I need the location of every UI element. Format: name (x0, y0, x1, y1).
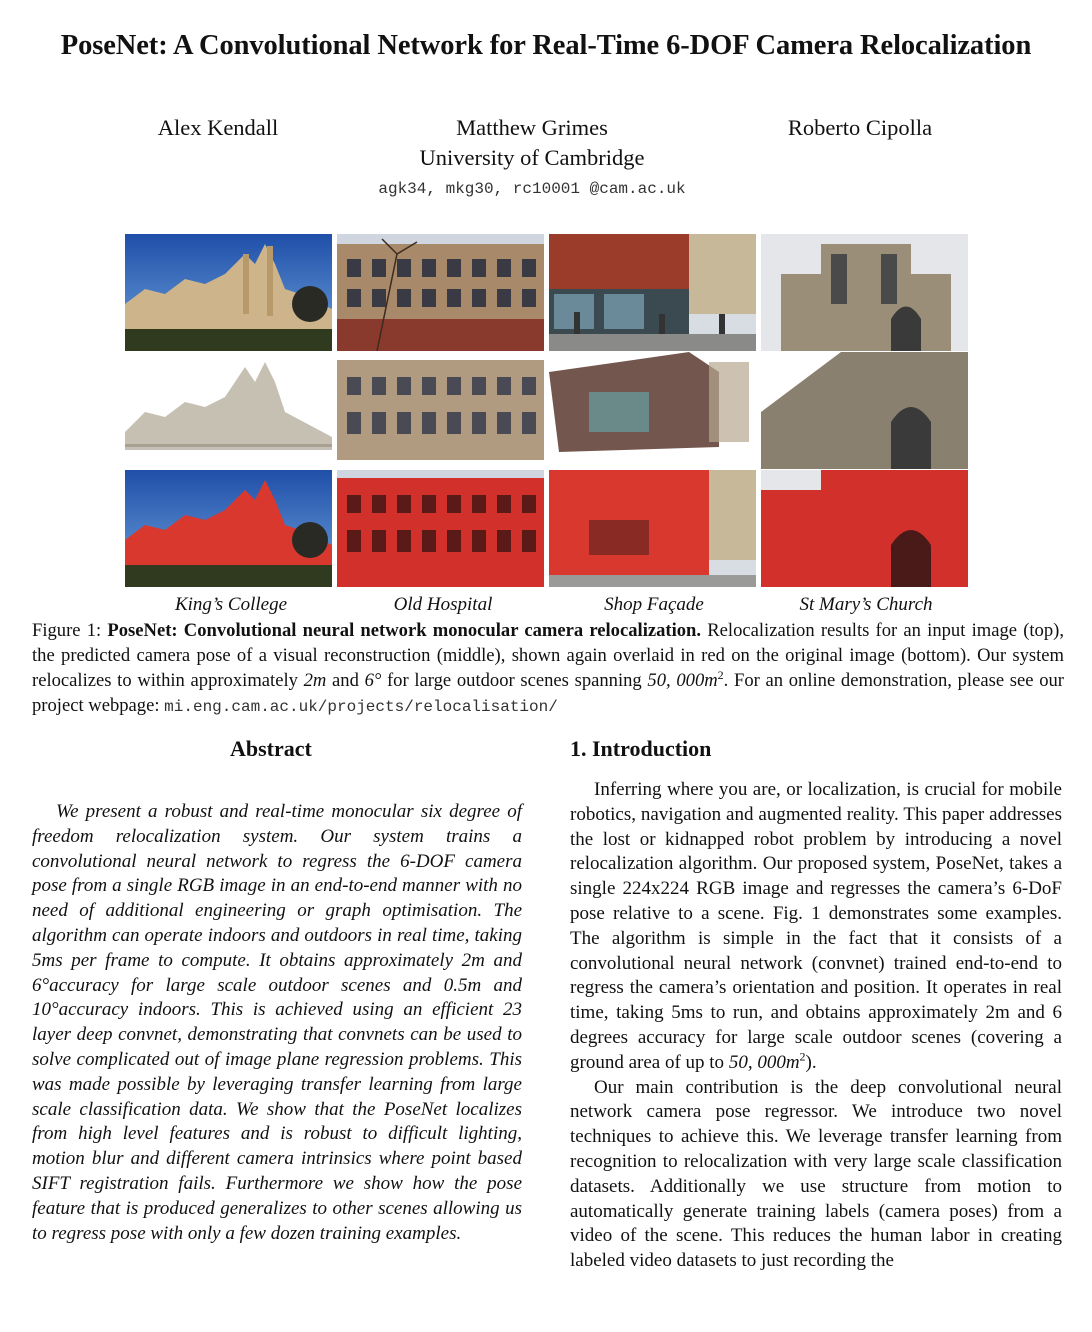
caption-bold-title: PoseNet: Convolutional neural network monocular camera relocalization. (107, 620, 702, 641)
project-url-link[interactable]: mi.eng.cam.ac.uk/projects/relocalisation/ (164, 698, 558, 716)
kings-college-overlay-image (125, 470, 332, 587)
old-hospital-reconstruction-image (337, 352, 544, 469)
caption-math-1: 2m (303, 670, 327, 691)
abstract-body (32, 800, 522, 1246)
caption-text-2: and (326, 670, 365, 691)
caption-text-1: Relocalization results for an input image (top), the predicted camera pose of a visual reconstruction (middle), shown again overlaid in red on the original image (bottom). Our system relocalizes to within approximately (32, 620, 1064, 691)
shop-facade-input-image (549, 234, 756, 351)
intro-p1-sup: 2 (799, 1049, 806, 1064)
caption-text-4: . For an online demonstration, please see our project webpage: (32, 670, 1064, 716)
kings-college-input-image (125, 234, 332, 351)
figure-label-kings-college: King’s College (174, 594, 288, 615)
figure-caption (32, 618, 1064, 720)
figure-label-st-marys-church: St Mary’s Church (799, 594, 933, 615)
caption-math-3: 50, 000m (647, 670, 718, 691)
figure-label-old-hospital: Old Hospital (393, 594, 493, 615)
caption-text-3: for large outdoor scenes spanning (381, 670, 648, 691)
caption-sup-3: 2 (717, 667, 724, 682)
figure-label-shop-facade: Shop Façade (604, 594, 704, 615)
intro-p1-math: 50, 000m (728, 1051, 800, 1073)
shop-facade-reconstruction-image (549, 352, 756, 469)
introduction-heading: 1. Introduction (570, 736, 712, 761)
st-marys-church-overlay-image (761, 470, 968, 587)
author-emails: agk34, mkg30, rc10001 @cam.ac.uk (378, 180, 686, 198)
abstract-paragraph: We present a robust and real-time monocular six degree of freedom relocalization system. Our system trains a convolutional neural network to regress the 6-DOF camera pose from a single RGB image in an end-to-end manner with no need of additional engineering or graph optimisation. The algorithm can operate indoors and outdoors in real time, taking 5ms per frame to compute. It obtains approximately 2m and 6°accuracy for large scale outdoor scenes and 0.5m and 10°accuracy indoors. This is achieved using an efficient 23 layer deep convnet, demonstrating that convnets can be used to solve complicated out of image plane regression problems. This was made possible by leveraging transfer learning from large scale classification data. We show that the PoseNet localizes from high level features and is robust to difficult lighting, motion blur and different camera intrinsics where point based SIFT registration fails. Furthermore we show how the pose feature that is produced generalizes to other scenes allowing us to regress pose with only a few dozen training examples. (32, 801, 522, 1244)
figure-image-grid (125, 234, 968, 587)
shop-facade-overlay-image (549, 470, 756, 587)
caption-prefix: Figure 1: (32, 620, 108, 641)
author-2: Matthew Grimes (456, 115, 608, 140)
st-marys-church-reconstruction-image (761, 352, 968, 469)
introduction-paragraph-2: Our main contribution is the deep convolutional neural network camera pose regressor. We introduce two novel techniques to achieve this. We leverage transfer learning from recognition to relocalization with very large scale classification datasets. Additionally we use structure from motion to automatically generate training labels (camera poses) from a video of the scene. This reduces the human labor in creating labeled video datasets to just recording the (570, 1076, 1062, 1272)
abstract-heading: Abstract (230, 736, 312, 761)
kings-college-reconstruction-image (125, 352, 332, 469)
caption-math-2: 6° (364, 670, 382, 691)
paper-title: PoseNet: A Convolutional Network for Real-Time 6-DOF Camera Relocalization (60, 30, 1032, 61)
st-marys-church-input-image (761, 234, 968, 351)
introduction-paragraph-1 (570, 778, 1062, 1076)
old-hospital-overlay-image (337, 470, 544, 587)
introduction-body (570, 778, 1062, 1274)
affiliation: University of Cambridge (419, 145, 645, 170)
intro-p1-end: ). (805, 1051, 817, 1073)
author-1: Alex Kendall (157, 115, 279, 140)
intro-p1-text: Inferring where you are, or localization, is crucial for mobile robotics, navigation and augmented reality. This paper addresses the lost or kidnapped robot problem by introducing a novel relocalization algorithm. Our proposed system, PoseNet, takes a single 224x224 RGB image and regresses the camera’s 6-DoF pose relative to a scene. Fig. 1 demonstrates some examples. The algorithm is simple in the fact that it consists of a convolutional neural network (convnet) trained end-to-end to regress the camera’s orientation and position. It operates in real time, taking 5ms to run, and obtains approximately 2m and 6 degrees accuracy for large scale outdoor scenes (covering a ground area of up to (570, 779, 1062, 1073)
old-hospital-input-image (337, 234, 544, 351)
author-3: Roberto Cipolla (787, 115, 933, 140)
